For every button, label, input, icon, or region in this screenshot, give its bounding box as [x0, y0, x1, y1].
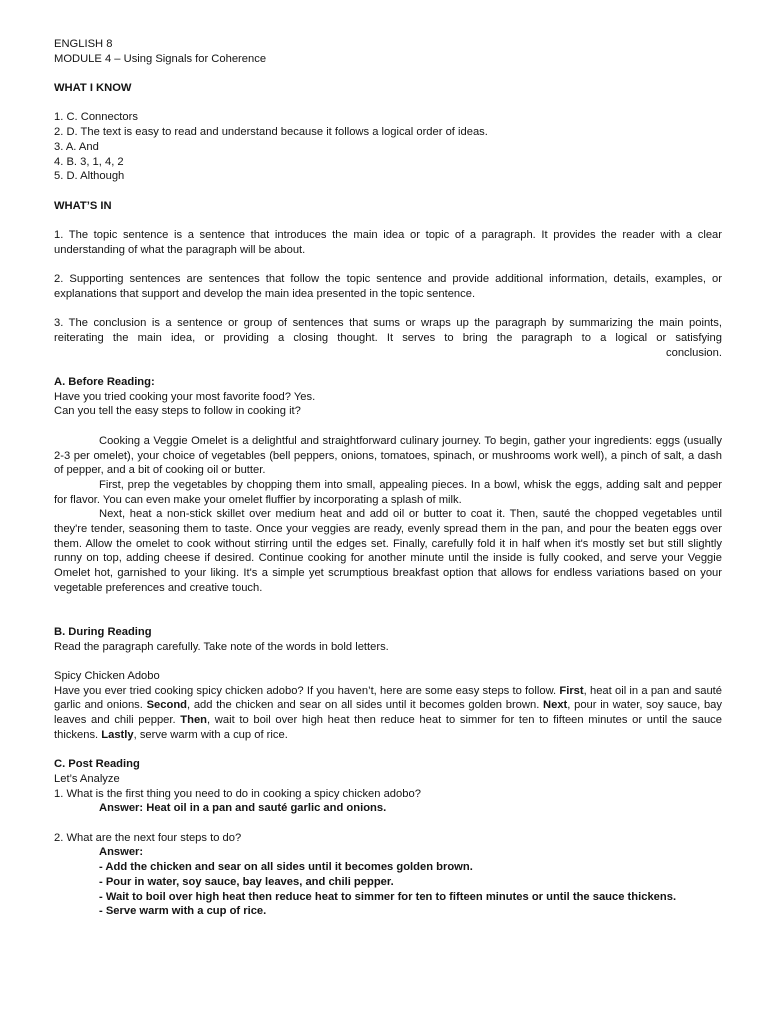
adobo-paragraph: Have you ever tried cooking spicy chicken adobo? If you haven’t, here are some easy steps to follow. First, heat oil in a pan and sauté garlic and onions. Second, add the chicken and sear on all sides until it becomes golden brown. Next, pour in water, soy sauce, bay leaves and chili pepper. Then, wait to boil over high heat then reduce heat to simmer for ten to fifteen minutes or until the sauce thickens. Lastly, serve warm with a cup of rice. — [54, 684, 722, 741]
answer-step: - Serve warm with a cup of rice. — [99, 905, 267, 918]
answer-step: - Wait to boil over high heat then reduce heat to simmer for ten to fifteen minutes or until the sauce thickens. — [99, 890, 677, 903]
before-reading-question: Can you tell the easy steps to follow in cooking it? — [54, 405, 301, 418]
answer-item: 2. D. The text is easy to read and understand because it follows a logical order of ideas. — [54, 126, 488, 139]
post-reading-question: 2. What are the next four steps to do? — [54, 831, 242, 844]
module-title: MODULE 4 – Using Signals for Coherence — [54, 52, 267, 65]
during-reading-instruction: Read the paragraph carefully. Take note of the words in bold letters. — [54, 640, 389, 653]
signal-word: Then — [180, 714, 208, 727]
adobo-title: Spicy Chicken Adobo — [54, 670, 160, 683]
answer-label: Answer: — [99, 846, 144, 859]
answer-item: 1. C. Connectors — [54, 111, 138, 124]
supporting-sentences-definition: 2. Supporting sentences are sentences that follow the topic sentence and provide additional information, details, examples, or explanations that support and develop the main idea presented in the topic sentence. — [54, 273, 722, 300]
course-title: ENGLISH 8 — [54, 38, 113, 50]
answer-steps — [54, 860, 722, 919]
post-reading-subheading: Let’s Analyze — [54, 772, 120, 785]
answer-item: 3. A. And — [54, 140, 99, 153]
document-page — [54, 37, 722, 919]
conclusion-definition-end: conclusion. — [666, 346, 722, 359]
omelet-paragraph: Cooking a Veggie Omelet is a delightful and straightforward culinary journey. To begin, gather your ingredients: eggs (usually 2-3 per omelet), your choice of vegetables (bell peppers, onions, tomatoes, spinach, or mushrooms work well), a pinch of salt, a dash of pepper, and a bit of cooking oil or butter. — [54, 434, 722, 477]
post-reading-answer: Answer: Heat oil in a pan and sauté garlic and onions. — [99, 802, 387, 815]
signal-word: Second — [146, 699, 188, 712]
answer-item: 4. B. 3, 1, 4, 2 — [54, 155, 124, 168]
whats-in-heading: WHAT’S IN — [54, 199, 112, 212]
omelet-paragraph: First, prep the vegetables by chopping them into small, appealing pieces. In a bowl, whisk the eggs, adding salt and pepper for flavor. You can even make your omelet fluffier by incorporating a splash of milk. — [54, 478, 722, 506]
topic-sentence-definition: 1. The topic sentence is a sentence that introduces the main idea or topic of a paragraph. It provides the reader with a clear understanding of what the paragraph will be about. — [54, 229, 722, 256]
before-reading-heading: A. Before Reading: — [54, 376, 155, 389]
signal-word: Lastly — [101, 728, 134, 741]
post-reading-question: 1. What is the first thing you need to do in cooking a spicy chicken adobo? — [54, 787, 421, 800]
post-reading-heading: C. Post Reading — [54, 758, 140, 771]
conclusion-definition: 3. The conclusion is a sentence or group of sentences that sums or wraps up the paragraph by summarizing the main points, reiterating the main idea, or providing a closing thought. It serves to bring the paragraph to a logical or satisfying — [54, 317, 722, 344]
answer-step: - Add the chicken and sear on all sides until it becomes golden brown. — [99, 861, 473, 874]
answer-step: - Pour in water, soy sauce, bay leaves, and chili pepper. — [99, 875, 394, 888]
signal-word: First — [559, 684, 584, 697]
what-i-know-heading: WHAT I KNOW — [54, 82, 132, 95]
answer-item: 5. D. Although — [54, 170, 125, 183]
omelet-paragraph: Next, heat a non-stick skillet over medium heat and add oil or butter to coat it. Then, sauté the chopped vegetables until they're tender, seasoning them to taste. Once your veggies are ready, evenly spread them in the pan, and pour the beaten eggs over them. Allow the omelet to cook without stirring until the edges set. Finally, carefully fold it in half when it's mostly set but still slightly runny on top, adding cheese if desired. Continue cooking for another minute until the inside is fully cooked, and serve your Veggie Omelet hot, garnished to your liking. It's a simple yet scrumptious breakfast option that allows for endless variations based on your vegetable preferences and creative touch. — [54, 508, 722, 594]
before-reading-question: Have you tried cooking your most favorite food? Yes. — [54, 390, 316, 403]
during-reading-heading: B. During Reading — [54, 625, 152, 638]
signal-word: Next — [543, 699, 568, 712]
